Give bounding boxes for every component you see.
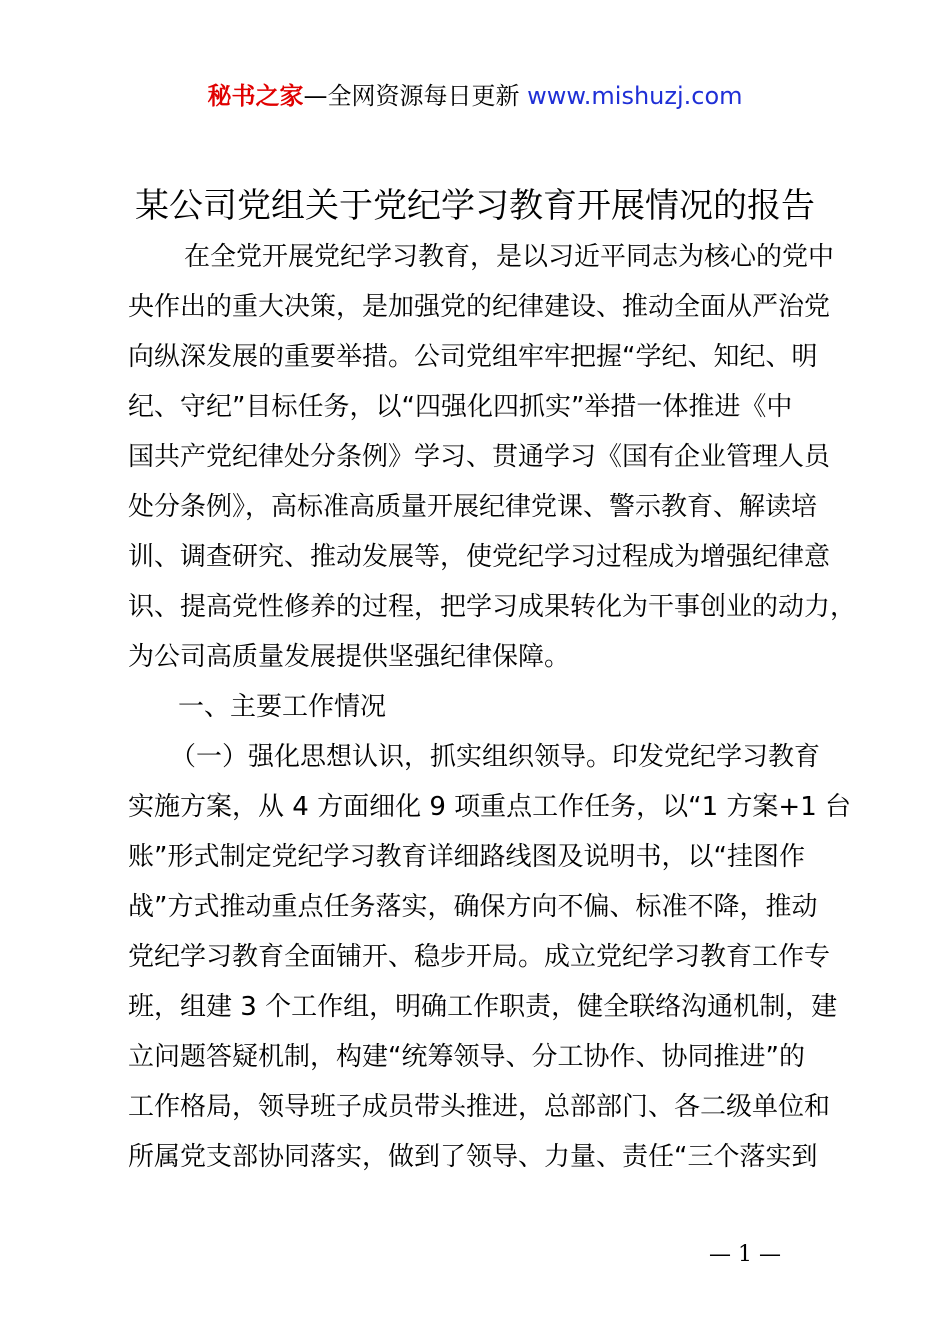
subsection-line: （一）强化思想认识，抓实组织领导。印发党纪学习教育: [170, 742, 821, 772]
paragraph-line: 央作出的重大决策，是加强党的纪律建设、推动全面从严治党: [128, 292, 831, 322]
paragraph-line: 党纪学习教育全面铺开、稳步开局。成立党纪学习教育工作专: [128, 942, 831, 972]
site-tagline: —全网资源每日更新: [303, 82, 528, 110]
paragraph-line: 识、提高党性修养的过程，把学习成果转化为干事创业的动力，: [128, 592, 857, 622]
section-heading: 一、主要工作情况: [178, 692, 387, 722]
document-body: [128, 232, 857, 1182]
paragraph-line: 工作格局，领导班子成员带头推进，总部部门、各二级单位和: [128, 1092, 831, 1122]
paragraph-line: 训、调查研究、推动发展等，使党纪学习过程成为增强纪律意: [128, 542, 831, 572]
page-number: — 1 —: [709, 1242, 781, 1267]
paragraph-line: 立问题答疑机制，构建“统筹领导、分工协作、协同推进”的: [128, 1042, 805, 1072]
paragraph-line: 国共产党纪律处分条例》学习、贯通学习《国有企业管理人员: [128, 442, 831, 472]
site-url: www.mishuzj.com: [527, 82, 743, 110]
site-brand: 秘书之家: [207, 82, 304, 110]
document-title: 某公司党组关于党纪学习教育开展情况的报告: [135, 186, 815, 226]
paragraph-line: 账”形式制定党纪学习教育详细路线图及说明书，以“挂图作: [128, 842, 805, 872]
paragraph-line: 班，组建 3 个工作组，明确工作职责，健全联络沟通机制，建: [128, 992, 838, 1022]
paragraph-line: 战”方式推动重点任务落实，确保方向不偏、标准不降，推动: [128, 892, 818, 922]
site-header: [0, 78, 950, 114]
paragraph-line: 在全党开展党纪学习教育，是以习近平同志为核心的党中: [184, 242, 835, 272]
paragraph-line: 处分条例》，高标准高质量开展纪律党课、警示教育、解读培: [128, 492, 818, 522]
paragraph-line: 实施方案，从 4 方面细化 9 项重点工作任务，以“1 方案+1 台: [128, 792, 852, 822]
paragraph-line: 纪、守纪”目标任务，以“四强化四抓实”举措一体推进《中: [128, 392, 793, 422]
paragraph-line: 为公司高质量发展提供坚强纪律保障。: [128, 642, 571, 672]
paragraph-line: 所属党支部协同落实，做到了领导、力量、责任“三个落实到: [128, 1142, 818, 1172]
paragraph-line: 向纵深发展的重要举措。公司党组牢牢把握“学纪、知纪、明: [128, 342, 818, 372]
